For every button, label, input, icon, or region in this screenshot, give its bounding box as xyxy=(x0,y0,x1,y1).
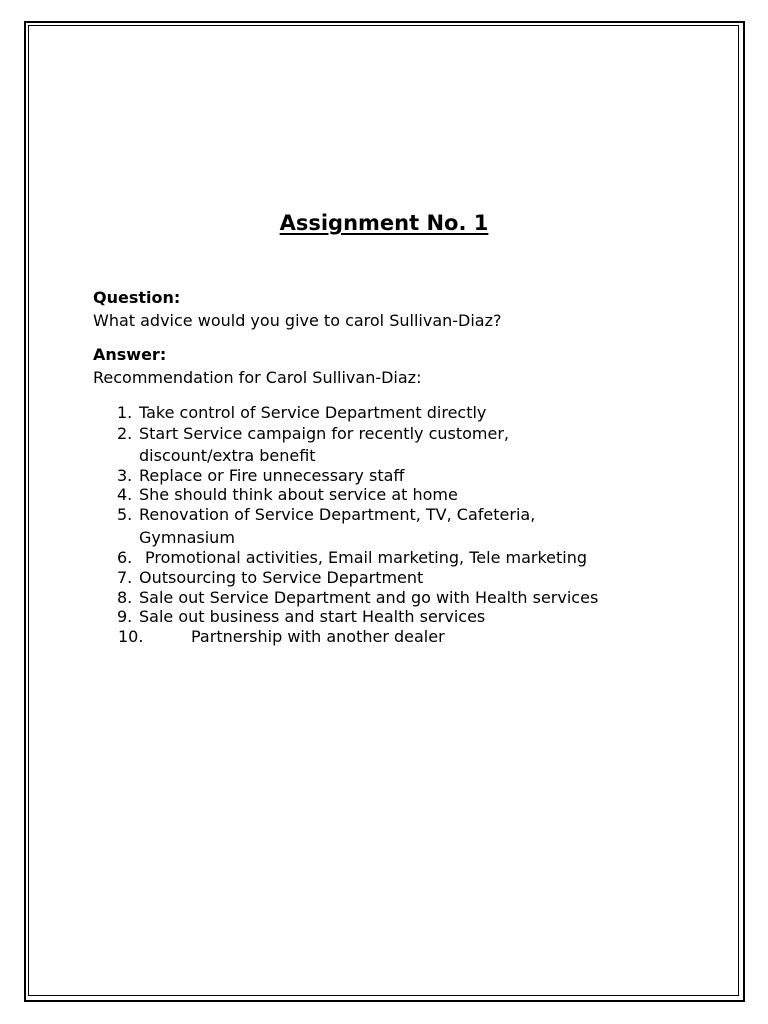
list-item-number: 5. xyxy=(117,505,133,524)
list-item-text: Renovation of Service Department, TV, Cafeteria, xyxy=(139,505,536,524)
list-item-text: Sale out business and start Health services xyxy=(139,607,486,626)
list-item-text: Partnership with another dealer xyxy=(191,627,445,646)
list-item-text: She should think about service at home xyxy=(139,485,458,504)
list-item-text: Start Service campaign for recently customer, xyxy=(139,424,510,443)
list-item-number: 4. xyxy=(117,485,133,504)
list-item-number: 6. xyxy=(117,548,133,567)
list-item-number: 8. xyxy=(117,588,133,607)
document-title: Assignment No. 1 xyxy=(279,211,489,235)
list-item-number: 2. xyxy=(117,424,133,443)
list-item-text: Take control of Service Department directly xyxy=(139,403,487,422)
answer-intro: Recommendation for Carol Sullivan-Diaz: xyxy=(93,368,422,387)
list-item-text: Promotional activities, Email marketing, Tele marketing xyxy=(145,548,588,567)
answer-label: Answer: xyxy=(93,345,167,364)
list-item-number: 3. xyxy=(117,466,133,485)
question-text: What advice would you give to carol Sullivan-Diaz? xyxy=(93,311,502,330)
list-item-text: Sale out Service Department and go with Health services xyxy=(139,588,599,607)
list-item-number: 7. xyxy=(117,568,133,587)
list-item-text: Gymnasium xyxy=(139,528,235,547)
question-label: Question: xyxy=(93,288,181,307)
list-item-text: Replace or Fire unnecessary staff xyxy=(139,466,405,485)
list-item-number: 9. xyxy=(117,607,133,626)
list-item-text: Outsourcing to Service Department xyxy=(139,568,424,587)
list-item-text: discount/extra benefit xyxy=(139,446,316,465)
list-item-number: 1. xyxy=(117,403,133,422)
list-item-number: 10. xyxy=(118,627,144,646)
